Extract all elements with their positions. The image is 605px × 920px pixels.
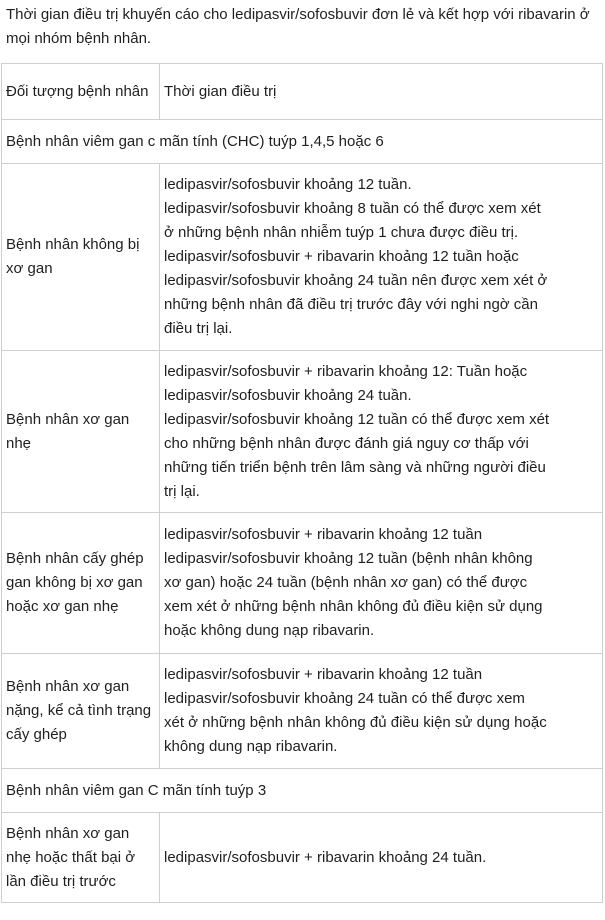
treatment-line: trị lại. [164,482,200,500]
treatment-line: ledipasvir/sofosbuvir khoảng 12 tuần. [164,176,412,193]
table-row [2,351,603,513]
treatment-line: điều trị lại. [164,320,233,337]
treatment-cell [160,351,603,513]
treatment-cell [160,513,603,654]
treatment-duration-table [1,63,603,903]
header-patient-group: Đối tượng bệnh nhân [2,64,160,120]
patient-group-cell: Bệnh nhân xơ gan nặng, kể cả tình trạng cấy ghép [2,654,160,769]
treatment-line: xét ở những bệnh nhân không đủ điều kiện sử dụng hoặc [164,714,547,731]
treatment-line: cho những bệnh nhân được đánh giá nguy cơ thấp với [164,434,529,452]
treatment-line: xem xét ở những bệnh nhân không đủ điều kiện sử dụng [164,598,543,615]
section-row-genotype-3 [2,769,603,813]
treatment-line: những tiến triển bệnh trên lâm sàng và những người điều [164,458,546,476]
patient-group-cell: Bệnh nhân không bị xơ gan [2,164,160,351]
table-caption: Thời gian điều trị khuyến cáo cho ledipasvir/sofosbuvir đơn lẻ và kết hợp với ribavarin ở mọi nhóm bệnh nhân. [6,6,590,47]
treatment-line: ledipasvir/sofosbuvir + ribavarin khoảng 12 tuần [164,526,483,543]
table-row [2,813,603,903]
treatment-cell [160,164,603,351]
treatment-cell [160,813,603,903]
section-title: Bệnh nhân viêm gan C mãn tính tuýp 3 [2,769,603,813]
treatment-line: ledipasvir/sofosbuvir + ribavarin khoảng 12: Tuần hoặc [164,362,528,380]
treatment-cell [160,654,603,769]
table-row [2,513,603,654]
treatment-line: ledipasvir/sofosbuvir + ribavarin khoảng 12 tuần hoặc [164,248,519,265]
section-title: Bệnh nhân viêm gan c mãn tính (CHC) tuýp 1,4,5 hoặc 6 [2,120,603,164]
patient-group-cell: Bệnh nhân xơ gan nhẹ hoặc thất bại ở lần điều trị trước [2,813,160,903]
table-row [2,654,603,769]
section-row-genotype-1456 [2,120,603,164]
table-header-row [2,64,603,120]
treatment-line: ledipasvir/sofosbuvir khoảng 8 tuần có thể được xem xét [164,200,541,217]
treatment-line: ledipasvir/sofosbuvir + ribavarin khoảng 12 tuần [164,666,483,683]
treatment-line: ledipasvir/sofosbuvir khoảng 12 tuần có thể được xem xét [164,410,550,428]
table-row [2,164,603,351]
treatment-line: xơ gan) hoặc 24 tuần (bệnh nhân xơ gan) có thể được [164,574,528,591]
treatment-line: ledipasvir/sofosbuvir khoảng 24 tuần. [164,386,412,404]
treatment-line: ledipasvir/sofosbuvir + ribavarin khoảng 24 tuần. [164,848,487,866]
patient-group-cell: Bệnh nhân cấy ghép gan không bị xơ gan hoặc xơ gan nhẹ [2,513,160,654]
treatment-line: những bệnh nhân đã điều trị trước đây với nghi ngờ cần [164,296,538,313]
treatment-line: ledipasvir/sofosbuvir khoảng 24 tuần nên được xem xét ở [164,272,548,289]
treatment-line: ledipasvir/sofosbuvir khoảng 24 tuần có thể được xem [164,690,525,707]
treatment-line: không dung nạp ribavarin. [164,738,338,755]
header-treatment-duration: Thời gian điều trị [160,64,603,120]
treatment-line: hoặc không dung nạp ribavarin. [164,622,375,639]
treatment-line: ledipasvir/sofosbuvir khoảng 12 tuần (bệnh nhân không [164,550,533,567]
patient-group-cell: Bệnh nhân xơ gan nhẹ [2,351,160,513]
treatment-line: ở những bệnh nhân nhiễm tuýp 1 chưa được điều trị. [164,224,519,241]
